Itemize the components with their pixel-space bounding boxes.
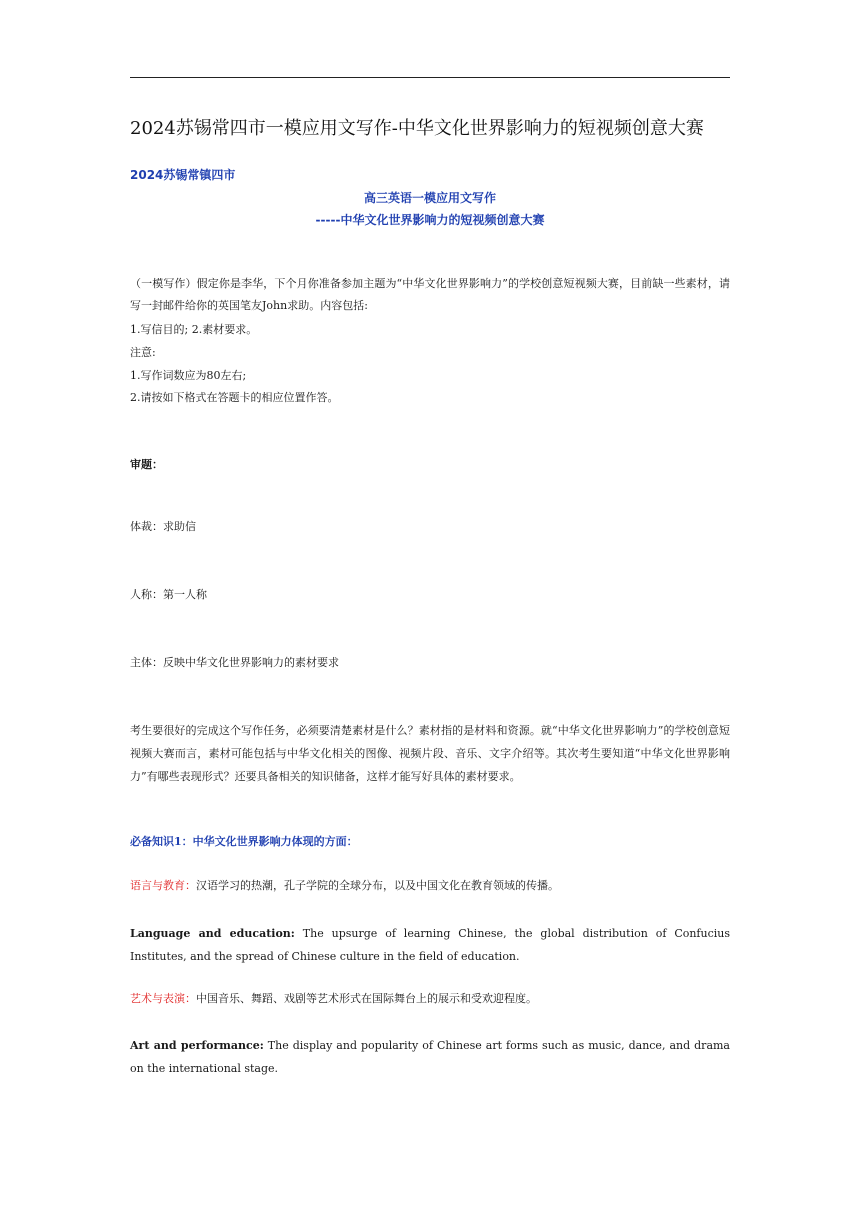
knowledge-item-en <box>130 922 730 968</box>
knowledge-heading: 必备知识1：中华文化世界影响力体现的方面： <box>130 835 358 848</box>
prompt-note-2: 2.请按如下格式在答题卡的相应位置作答。 <box>130 391 339 404</box>
prompt-note-label: 注意: <box>130 346 156 359</box>
knowledge-item-en-text: The display and popularity of Chinese art forms such as music, dance, and drama on the international stage. <box>130 1039 730 1075</box>
knowledge-item-en-label: Art and performance: <box>130 1039 264 1052</box>
analysis-heading: 审题： <box>130 458 163 471</box>
topic-heading: -----中华文化世界影响力的短视频创意大赛 <box>315 213 545 227</box>
document-title: 2024苏锡常四市一模应用文写作-中华文化世界影响力的短视频创意大赛 <box>130 118 704 139</box>
prompt-note-1: 1.写作词数应为80左右; <box>130 369 247 382</box>
knowledge-item-cn-text: 汉语学习的热潮，孔子学院的全球分布，以及中国文化在教育领域的传播。 <box>196 879 559 892</box>
knowledge-item-cn-label: 艺术与表演： <box>130 992 196 1005</box>
prompt-paragraph: （一模写作）假定你是李华，下个月你准备参加主题为“中华文化世界影响力”的学校创意短视频大赛，目前缺一些素材，请写一封邮件给你的英国笔友John求助。内容包括: <box>130 277 730 312</box>
analysis-subject: 主体：反映中华文化世界影响力的素材要求 <box>130 656 339 669</box>
exam-heading: 高三英语一模应用文写作 <box>363 191 496 205</box>
prompt-content-items: 1.写信目的; 2.素材要求。 <box>130 323 258 336</box>
analysis-paragraph: 考生要很好的完成这个写作任务，必须要清楚素材是什么？素材指的是材料和资源。就“中华文化世界影响力”的学校创意短视频大赛而言，素材可能包括与中华文化相关的图像、视频片段、音乐、文字介绍等。其次考生要知道“中华文化世界影响力”有哪些表现形式？还要具备相关的知识储备，这样才能写好具体的素材要求。 <box>130 724 730 783</box>
knowledge-item-en <box>130 1034 730 1080</box>
analysis-genre: 体裁：求助信 <box>130 520 196 533</box>
region-heading: 2024苏锡常镇四市 <box>130 168 236 182</box>
knowledge-item-en-text: The upsurge of learning Chinese, the global distribution of Confucius Institutes, and the spread of Chinese culture in the field of education. <box>130 927 731 963</box>
knowledge-item-cn-text: 中国音乐、舞蹈、戏剧等艺术形式在国际舞台上的展示和受欢迎程度。 <box>196 992 537 1005</box>
knowledge-item-cn <box>130 988 730 1010</box>
analysis-person: 人称：第一人称 <box>130 588 207 601</box>
knowledge-item-cn <box>130 875 730 897</box>
knowledge-item-en-label: Language and education: <box>130 927 295 940</box>
header-rule <box>130 77 730 78</box>
knowledge-item-cn-label: 语言与教育： <box>130 879 196 892</box>
